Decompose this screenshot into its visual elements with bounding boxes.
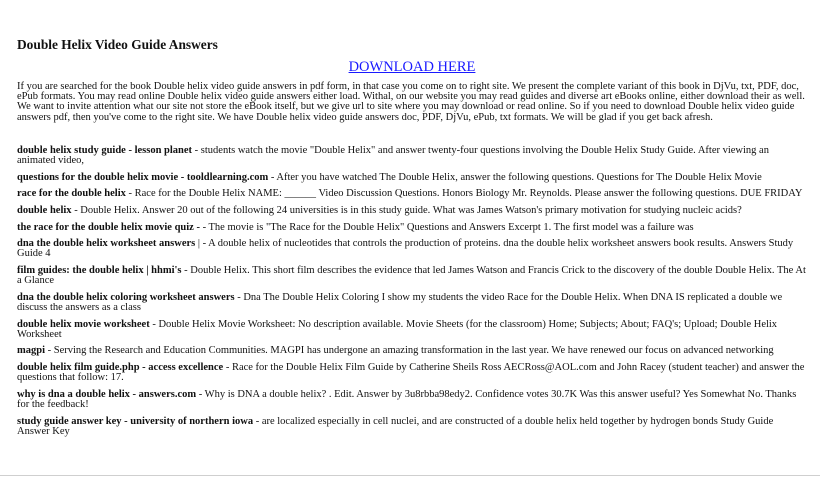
download-link[interactable]: DOWNLOAD HERE <box>348 59 476 75</box>
result-item <box>17 239 807 259</box>
result-snippet: - Double Helix Movie Worksheet: No description available. Movie Sheets (for the classroom) Home; Subjects; About; FAQ's; Upload; Double Helix Worksheet <box>17 318 778 340</box>
bottom-divider <box>0 475 820 476</box>
result-item <box>17 417 807 437</box>
results-list <box>17 146 807 443</box>
result-title[interactable]: the race for the double helix movie quiz - <box>17 221 200 233</box>
result-snippet: - Double Helix. Answer 20 out of the following 24 universities is in this study guide. What was James Watson's primary motivation for studying nucleic acids? <box>71 204 742 216</box>
result-item <box>17 223 807 233</box>
result-item <box>17 173 807 183</box>
result-snippet: - Dna The Double Helix Coloring I show my students the video Race for the Double Helix. When DNA IS replicated a double we discuss the answers as a class <box>17 291 783 313</box>
result-item <box>17 320 807 340</box>
result-snippet: - Why is DNA a double helix? . Edit. Answer by 3u8rbba98edy2. Confidence votes 30.7K Was this answer useful? Yes Somewhat No. Thanks for the feedback! <box>17 388 797 410</box>
result-title[interactable]: why is dna a double helix - answers.com <box>17 388 197 400</box>
intro-paragraph: If you are searched for the book Double helix video guide answers in pdf form, in that case you come on to right site. We present the complete variant of this book in DjVu, txt, PDF, doc, ePub formats. You may read online Double helix video guide answers either load. Withal, on our website you may read guides and diverse art eBooks online, either download their as well. We want to invite attention what our site not store the eBook itself, but we give url to site where you may download or read online. So if you need to download Double helix video guide answers pdf, then you've come to the right site. We have Double helix video guide answers doc, PDF, DjVu, ePub, txt formats. We will be glad if you get back afresh. <box>17 81 805 123</box>
result-item <box>17 189 807 199</box>
result-title[interactable]: study guide answer key - university of northern iowa <box>17 415 254 427</box>
result-title[interactable]: double helix study guide - lesson planet <box>17 145 193 156</box>
result-snippet: - The movie is "The Race for the Double Helix" Questions and Answers Excerpt 1. The first model was a failure was <box>199 221 694 233</box>
result-snippet: - Double Helix. This short film describes the evidence that led James Watson and Francis Crick to the discovery of the double Double Helix. The At a Glance <box>17 264 806 287</box>
result-title[interactable]: double helix <box>17 204 72 216</box>
result-item <box>17 146 807 166</box>
result-item <box>17 206 807 216</box>
result-title[interactable]: dna the double helix worksheet answers <box>17 238 196 250</box>
result-title[interactable]: double helix movie worksheet <box>17 318 150 330</box>
result-item <box>17 346 807 356</box>
result-snippet: - Serving the Research and Education Communities. MAGPI has undergone an amazing transformation in the last year. We have renewed our focus on advanced networking <box>45 345 774 357</box>
result-title[interactable]: questions for the double helix movie - tooldlearning.com <box>17 171 269 183</box>
result-title[interactable]: double helix film guide.php - access excellence <box>17 361 224 373</box>
result-title[interactable]: dna the double helix coloring worksheet answers <box>17 291 235 303</box>
result-item <box>17 266 807 286</box>
result-snippet: - After you have watched The Double Helix, answer the following questions. Questions for The Double Helix Movie <box>268 171 762 183</box>
result-item <box>17 293 807 313</box>
result-snippet: - students watch the movie "Double Helix" and answer twenty-four questions involving the Double Helix Study Guide. After viewing an animated video, <box>17 145 769 167</box>
result-title[interactable]: magpi <box>17 345 46 357</box>
result-title[interactable]: race for the double helix <box>17 188 126 200</box>
result-snippet: - are localized especially in cell nuclei, and are constructed of a double helix held together by hydrogen bonds Study Guide Answer Key <box>17 415 774 437</box>
result-snippet: - Race for the Double Helix NAME: ______ Video Discussion Questions. Honors Biology Mr. Reynolds. Please answer the following questions. DUE FRIDAY <box>125 188 803 200</box>
result-snippet: - Race for the Double Helix Film Guide by Catherine Sheils Ross AECRoss@AOL.com and John Racey (student teacher) and answer the questions that follow: 17. <box>17 361 805 384</box>
result-item <box>17 390 807 410</box>
page-title: Double Helix Video Guide Answers <box>17 37 218 52</box>
result-title[interactable]: film guides: the double helix | hhmi's <box>17 264 182 276</box>
result-item <box>17 363 807 383</box>
result-snippet: | - A double helix of nucleotides that controls the production of proteins. dna the double helix worksheet answers book results. Answers Study Guide 4 <box>17 238 794 260</box>
